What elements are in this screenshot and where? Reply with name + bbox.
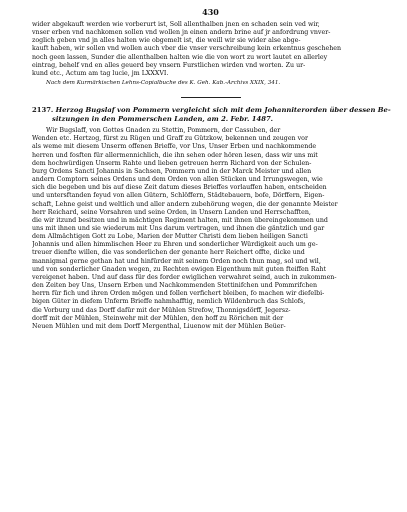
document-heading: [32, 106, 389, 124]
text-line: dem Allmächtigen Gott zu Lobe, Marien der Mutter Christi dem lieben heiligen Sancti: [32, 233, 308, 241]
text-line: treuer dienfte willen, die vas sonderlichen der genante herr Reichert offte, dicke und: [32, 249, 305, 257]
text-line: Wir Bugslaff, von Gottes Gnaden zu Stettin, Pommern, der Cassuben, der: [46, 127, 281, 135]
text-line: als weme mit diesem Unserm offenen Brieffe, vor Uns, Unser Erben und nachkommende: [32, 143, 317, 151]
heading-line: Herzog Bugslaf von Pommern vergleicht sich mit dem Johanniterorden über dessen Be-: [55, 106, 391, 115]
text-line: burg Ordens Sancti Johannis in Sachsen, Pommern und in der Marck Meister und allen: [32, 167, 312, 175]
heading-line: sitzungen in den Pommerschen Landen, am 2. Febr. 1487.: [52, 115, 274, 124]
text-line: herren und fosften für allermennichlich, die ihn sehen oder hören lesen, dass wir uns mit: [32, 151, 318, 159]
text-line: eintrag, behelf vnd en alles geuerd bey vnsern Furstlichen wirden vnd worten. Zu ur-: [32, 61, 306, 69]
document-body: [32, 127, 389, 331]
text-line: Johannis und allen himmlischen Heer zu Ehren und sonderlicher Würdigkeit auch um ge-: [32, 241, 318, 249]
text-line: wider abgekauft werden wie vorberurt ist, Soll allenthalben jnen en schaden sein ved wir,: [32, 21, 320, 28]
text-line: herr Reichard, seine Vorsahren und seine Orden, in Unsern Landen und Herrschafften,: [32, 208, 311, 216]
text-line: den Zeiten bey Uns, Unsern Erben und Nachkommenden Stettinifchen und Pommrifchen: [32, 282, 318, 290]
text-line: dorff mit der Mühlen, Steinwehr mit der Mühlen, den hoff zu Rörichen mit der: [32, 314, 284, 322]
text-line: kund etc., Actum am tag lucie, jm LXXXVI.: [32, 69, 169, 77]
text-line: noch geen lassen, Sunder die allenthalben halten wie die von wort zu wort lautet en allerley: [32, 53, 328, 61]
text-line: vnser erben vnd nachkomen sollen vnd wollen jn einen andern brine auf jr anfordrung vnver-: [32, 29, 331, 37]
text-line: zoglich geben vnd jn alles halten wie obgemelt ist, die weill wir sie wider alse abge-: [32, 37, 301, 45]
text-line: dem hochwürdigen Unserm Rahte und lieben getreuen herrn Richard von der Schulen-: [32, 159, 312, 167]
text-line: bigen Güter in diefem Unferm Brieffe nahmhafftig, nemlich Wildenbruch das Schlofs,: [32, 298, 306, 306]
text-line: schaft, Lehne geist und weltlich und aller andern zubehörung wegen, die der genannte Meister: [32, 200, 338, 208]
text-line: mannigmal gerne gethan hat und hinfürder mit seinem Orden noch thun mag, sol und wil,: [32, 257, 321, 265]
text-line: und untersftanden feyud von allen Gütern, Schlöffern, Städtebauern, bofe, Dörffern, Eigen-: [32, 192, 325, 200]
text-line: herrn für fich und ihren Orden mögen und follen verfichert bleiben, fo machen wir diefelbi-: [32, 290, 325, 298]
document-number: 2137.: [32, 106, 54, 115]
text-line: die Vorburg und das Dorff dafür mit der Mühlen Strefow, Thonnigsdörff, Jegersz-: [32, 306, 291, 314]
text-line: die wir itzund besitzen und in mächtigen Regiment halten, mit ihnen übereingekommen und: [32, 216, 328, 224]
top-paragraph: [32, 21, 389, 78]
text-line: Neuen Mühlen und mit dem Dorff Mergenthal, Liuenow mit der Mühlen Beüer-: [32, 322, 286, 330]
page-number: 430: [202, 7, 219, 17]
source-citation: Nach dem Kurmärkischen Lehns-Copialbuche des K. Geh. Kab.-Archivs XXIX, 341.: [46, 80, 281, 87]
text-line: andern Comptorn seines Ordens und dem Orden von allen Stücken und Irrungswegen, wie: [32, 176, 323, 184]
text-line: Wenden etc. Hertzog, fürst zu Rügen und Graff zu Gützkow, bekennen und zeugen vor: [32, 135, 308, 143]
text-line: vereigenet haben. Und auf dass für des forder ewiglichen verwahret seind, auch in zukommen-: [32, 273, 337, 281]
text-line: und von sonderlicher Gnaden wegen, zu Rechten ewigen Eigenthum mit guten fteiffen Raht: [32, 265, 327, 273]
text-line: uns mit ihnen und sie wiederum mit Uns darum vertragen, und ihnen die gäntzlich und gar: [32, 224, 325, 232]
section-divider: [181, 97, 241, 98]
text-line: kauft haben, wir sollen vnd wollen auch vber die vnser verschreibung kein erkentnus geschehen: [32, 45, 342, 53]
text-line: sich die begeben und bis auf diese Zeit datum dieses Brieffes vorlauffen haben, entscheiden: [32, 184, 327, 192]
